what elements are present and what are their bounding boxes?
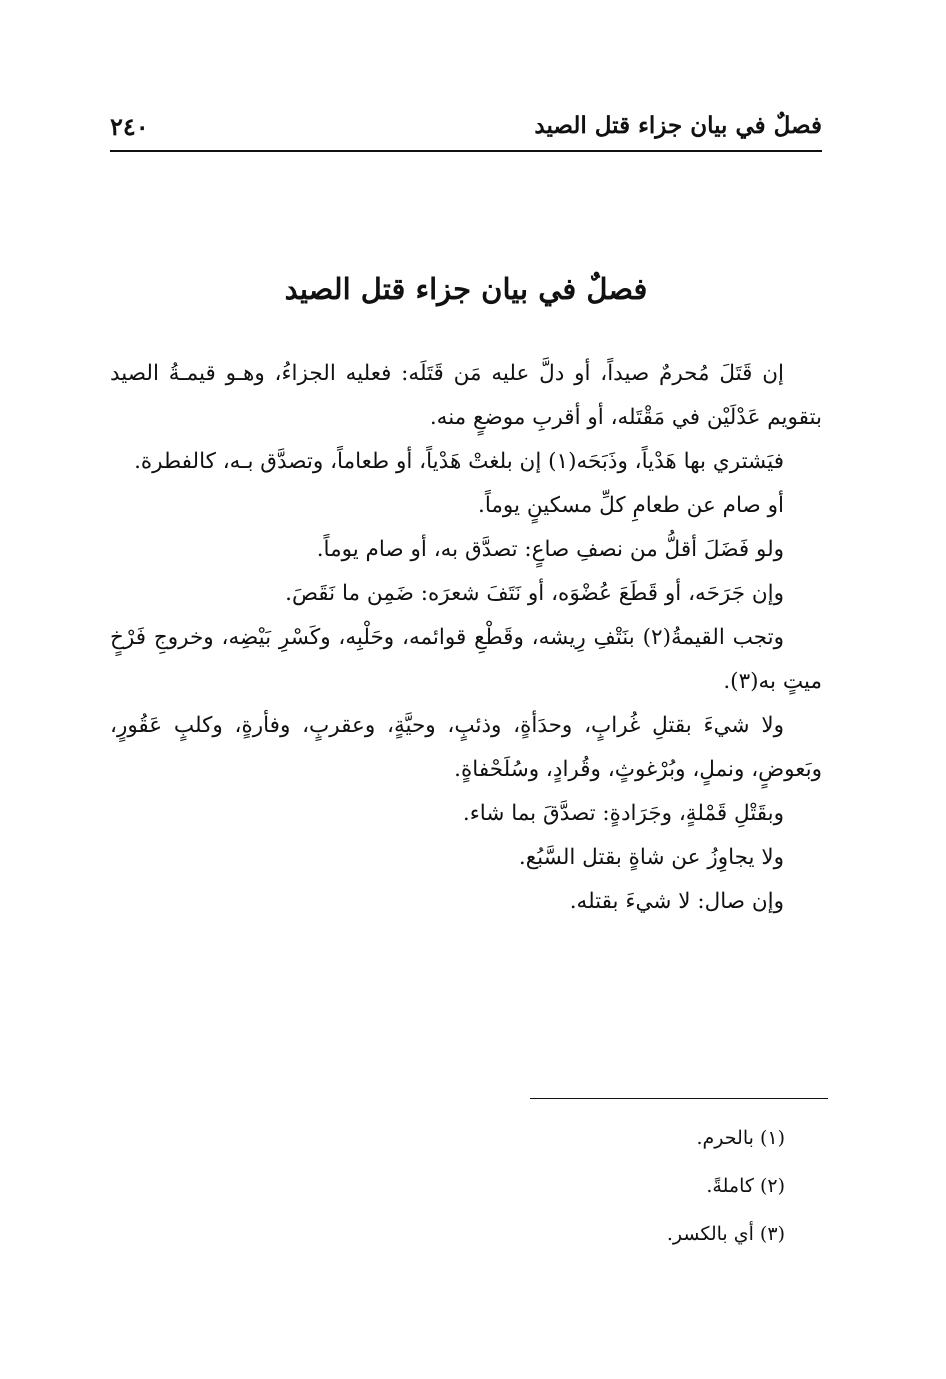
body-text [110, 352, 822, 924]
running-header-title: فصلٌ في بيان جزاء قتل الصيد [534, 112, 822, 139]
paragraph: فيَشتري بها هَدْياً، وذَبَحَه(١) إن بلغتْ هَدْياً، أو طعاماً، وتصدَّق بـه، كالفطرة. [134, 449, 784, 474]
footnotes [110, 1114, 785, 1258]
paragraph: وتجب القيمةُ(٢) بنَتْفِ رِيشه، وقَطْعِ قوائمه، وحَلْبِه، وكَسْرِ بَيْضِه، وخروجِ فَرْخٍ ميتٍ به(٣). [110, 625, 822, 694]
paragraph: وبقَتْلِ قَمْلةٍ، وجَرَادةٍ: تصدَّقَ بما شاء. [462, 801, 784, 826]
running-header [110, 100, 822, 152]
footnote: (٢) كاملةً. [706, 1175, 785, 1197]
paragraph: وإن صال: لا شيءَ بقتله. [569, 889, 784, 914]
paragraph: إن قَتَلَ مُحرمٌ صيداً، أو دلَّ عليه مَن قَتَلَه: فعليه الجزاءُ، وهـو قيمـةُ الصيد بتقويم عَدْلَيْن في مَقْتَله، أو أقربِ موضعٍ منه. [110, 361, 822, 430]
paragraph: وإن جَرَحَه، أو قَطَعَ عُضْوَه، أو نَتَفَ شعرَه: ضَمِن ما نَقَصَ. [285, 581, 784, 606]
paragraph: ولو فَضَلَ أقلُّ من نصفِ صاعٍ: تصدَّق به، أو صام يوماً. [316, 537, 784, 562]
paragraph: ولا شيءَ بقتلِ غُرابٍ، وحدَأةٍ، وذئبٍ، وحيَّةٍ، وعقربٍ، وفأرةٍ، وكلبٍ عَقُورٍ، وبَعوضٍ، ونملٍ، وبُرْغوثٍ، وقُرادٍ، وسُلَحْفاةٍ. [110, 713, 822, 782]
footnote: (١) بالحرم. [696, 1127, 785, 1149]
footnote-separator [530, 1098, 828, 1099]
footnote: (٣) أي بالكسر. [666, 1223, 785, 1245]
paragraph: أو صام عن طعامِ كلِّ مسكينٍ يوماً. [478, 493, 784, 518]
page-number: ٢٤٠ [110, 112, 149, 141]
paragraph: ولا يجاوِزُ عن شاةٍ بقتل السَّبُع. [518, 845, 784, 870]
section-heading: فصلٌ في بيان جزاء قتل الصيد [284, 272, 648, 306]
